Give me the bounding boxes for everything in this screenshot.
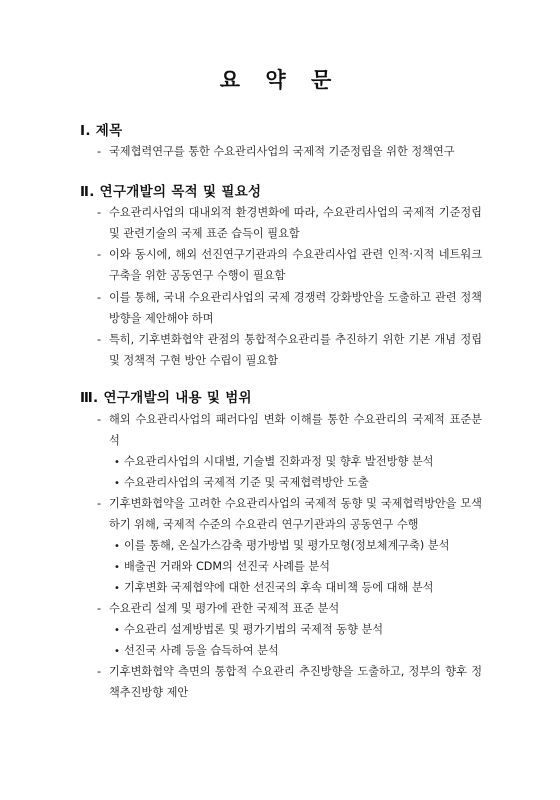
bullet-text: 국제협력연구를 통한 수요관리사업의 국제적 기준정립을 위한 정책연구 (109, 145, 455, 158)
bullet-text: 이를 통해, 국내 수요관리사업의 국제 경쟁력 강화방안을 도출하고 관련 정책방향을 제안해야 하며 (109, 291, 482, 325)
bullet-marker: - (97, 206, 102, 219)
sub-bullet-text: 선진국 사례 등을 습득하여 분석 (124, 644, 279, 657)
sub-bullet-marker: • (114, 562, 120, 573)
bullet-text: 기후변화협약 측면의 통합적 수요관리 추진방향을 도출하고, 정부의 향후 정책추진방향 제안 (109, 665, 482, 699)
list-item (97, 598, 482, 619)
bullet-text: 특히, 기후변화협약 관점의 통합적수요관리를 추진하기 위한 기본 개념 정립 및 정책적 구현 방안 수립이 필요함 (109, 333, 482, 367)
sub-bullet-marker: • (114, 478, 120, 489)
list-item (97, 287, 482, 329)
sub-bullet-text: 기후변화 국제협약에 대한 선진국의 후속 대비책 등에 대해 분석 (124, 581, 434, 594)
bullet-text: 기후변화협약을 고려한 수요관리사업의 국제적 동향 및 국제협력방안을 모색하기 위해, 국제적 수준의 수요관리 연구기관과의 공동연구 수행 (109, 497, 482, 531)
section-heading-3: Ⅲ. 연구개발의 내용 및 범위 (80, 390, 252, 406)
bullet-marker: - (97, 665, 102, 678)
list-item (97, 141, 482, 162)
bullet-text: 이와 동시에, 해외 선진연구기관과의 수요관리사업 관련 인적·지적 네트워크 구축을 위한 공동연구 수행이 필요함 (109, 248, 482, 282)
sub-list-item (114, 451, 494, 473)
list-item (97, 409, 482, 451)
bullet-marker: - (97, 602, 102, 615)
list-item (97, 244, 482, 286)
sub-bullet-marker: • (114, 541, 120, 552)
bullet-marker: - (97, 413, 102, 426)
sub-bullet-text: 수요관리사업의 시대별, 기술별 진화과정 및 향후 발전방향 분석 (124, 455, 434, 468)
sub-bullet-text: 배출권 거래와 CDM의 선진국 사례를 분석 (124, 560, 330, 573)
section-heading-1: Ⅰ. 제목 (80, 123, 123, 139)
sub-bullet-marker: • (114, 583, 120, 594)
section-heading-2: Ⅱ. 연구개발의 목적 및 필요성 (80, 184, 262, 200)
sub-bullet-marker: • (114, 457, 120, 468)
list-item (97, 329, 482, 371)
sub-list-item (114, 472, 494, 494)
sub-list-item (114, 556, 494, 578)
bullet-marker: - (97, 497, 102, 510)
list-item (97, 661, 482, 703)
sub-bullet-text: 이를 통해, 온실가스감축 평가방법 및 평가모형(정보체계구축) 분석 (124, 539, 450, 552)
list-item (97, 202, 482, 244)
bullet-text: 해외 수요관리사업의 패러다임 변화 이해를 통한 수요관리의 국제적 표준분석 (109, 413, 482, 447)
bullet-marker: - (97, 333, 102, 346)
list-item (97, 493, 482, 535)
sub-list-item (114, 577, 494, 599)
bullet-text: 수요관리 설계 및 평가에 관한 국제적 표준 분석 (109, 602, 340, 615)
sub-list-item (114, 619, 494, 641)
sub-bullet-text: 수요관리 설계방법론 및 평가기법의 국제적 동향 분석 (124, 623, 384, 636)
sub-list-item (114, 640, 494, 662)
bullet-marker: - (97, 291, 102, 304)
bullet-marker: - (97, 248, 102, 261)
sub-bullet-marker: • (114, 646, 120, 657)
sub-bullet-marker: • (114, 625, 120, 636)
bullet-text: 수요관리사업의 대내외적 환경변화에 따라, 수요관리사업의 국제적 기준정립 및 관련기술의 국제 표준 습득이 필요함 (109, 206, 482, 240)
sub-list-item (114, 535, 494, 557)
sub-bullet-text: 수요관리사업의 국제적 기준 및 국제협력방안 도출 (124, 476, 369, 489)
bullet-marker: - (97, 145, 102, 158)
page-title: 요 약 문 (219, 68, 341, 92)
